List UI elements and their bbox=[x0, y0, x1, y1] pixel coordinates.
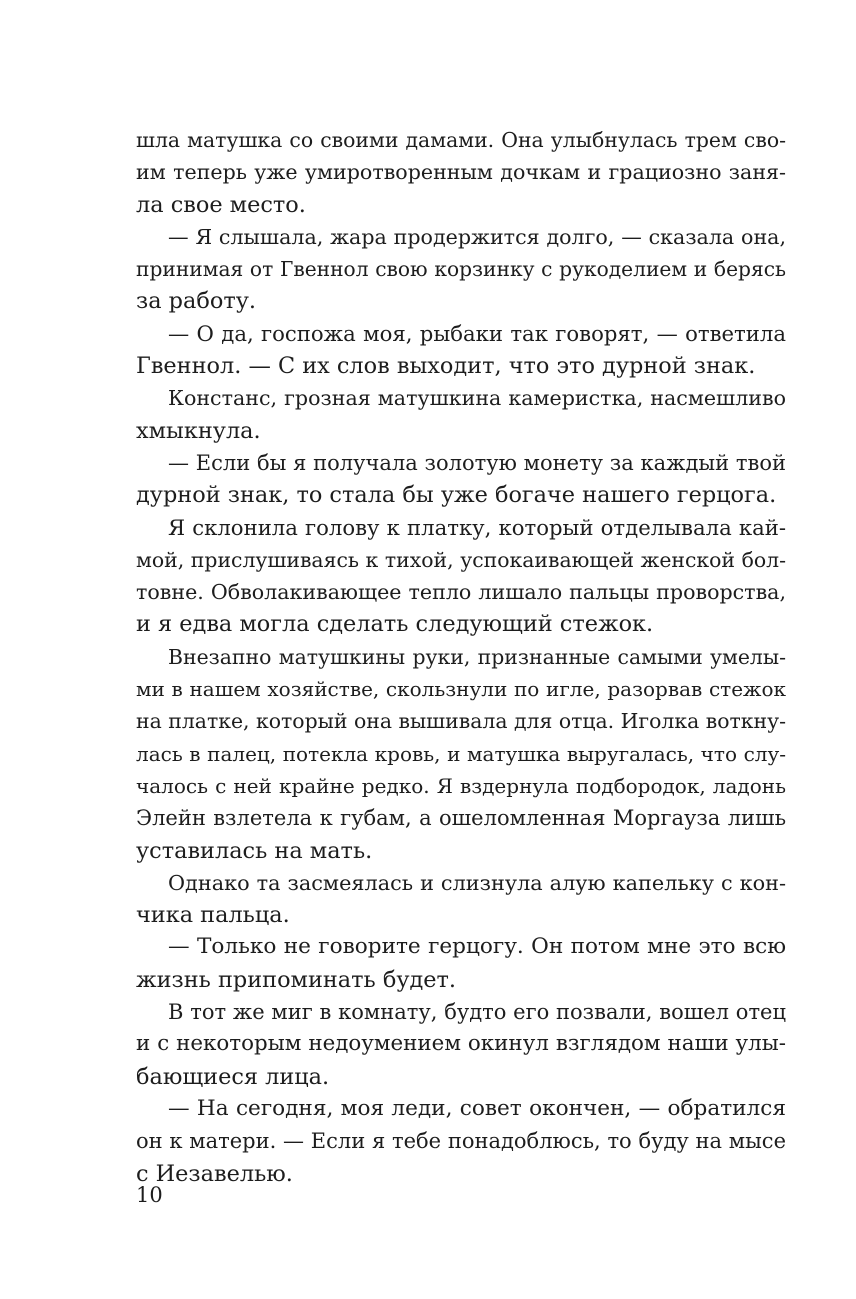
text-line: хмыкнула. bbox=[136, 417, 261, 444]
body-text bbox=[136, 124, 786, 1190]
text-line: В тот же миг в комнату, будто его позвали, вошел отец bbox=[168, 1000, 786, 1025]
text-line: Я склонила голову к платку, который отделывала кай- bbox=[168, 514, 786, 540]
text-line: за работу. bbox=[136, 288, 256, 315]
text-line: чалось с ней крайне редко. Я вздернула подбородок, ладонь bbox=[136, 773, 786, 798]
text-line: лась в палец, потекла кровь, и матушка выругалась, что слу- bbox=[136, 741, 786, 766]
text-line: Констанс, грозная матушкина камеристка, насмешливо bbox=[168, 386, 786, 411]
text-line: принимая от Гвеннол свою корзинку с рукоделием и берясь bbox=[136, 257, 786, 282]
text-line: жизнь припоминать будет. bbox=[136, 966, 457, 993]
text-line: ла свое место. bbox=[136, 191, 306, 218]
page-number: 10 bbox=[136, 1183, 163, 1207]
text-line: бающиеся лица. bbox=[136, 1063, 330, 1090]
text-line: Гвеннол. — С их слов выходит, что это дурной знак. bbox=[136, 353, 756, 380]
text-line: Внезапно матушкины руки, признанные самыми умелы- bbox=[168, 644, 786, 669]
text-line: дурной знак, то стала бы уже богаче нашего герцога. bbox=[136, 482, 777, 509]
text-line: уставилась на мать. bbox=[136, 837, 373, 864]
text-line: — На сегодня, моя леди, совет окончен, — обратился bbox=[168, 1095, 786, 1121]
text-line: товне. Обволакивающее тепло лишало пальцы проворства, bbox=[136, 580, 786, 605]
text-line: — Если бы я получала золотую монету за каждый твой bbox=[168, 450, 786, 475]
text-line: Элейн взлетела к губам, а ошеломленная Моргауза лишь bbox=[136, 806, 786, 831]
text-line: мой, прислушиваясь к тихой, успокаивающей женской бол- bbox=[136, 547, 786, 572]
text-line: на платке, который она вышивала для отца. Иголка воткну- bbox=[136, 709, 786, 734]
text-line: и с некоторым недоумением окинул взглядом наши улы- bbox=[136, 1031, 786, 1057]
text-line: и я едва могла сделать следующий стежок. bbox=[136, 611, 654, 638]
text-line: шла матушка со своими дамами. Она улыбнулась трем сво- bbox=[136, 128, 786, 152]
text-line: — Только не говорите герцогу. Он потом мне это всю bbox=[168, 934, 786, 960]
text-line: им теперь уже умиротворенным дочкам и грациозно заня- bbox=[136, 160, 786, 185]
text-line: он к матери. — Если я тебе понадоблюсь, то буду на мысе bbox=[136, 1129, 786, 1154]
text-line: с Иезавелью. bbox=[136, 1160, 293, 1187]
text-line: ми в нашем хозяйстве, скользнули по игле, разорвав стежок bbox=[136, 677, 786, 702]
text-line: чика пальца. bbox=[136, 902, 290, 929]
text-line: — Я слышала, жара продержится долго, — сказала она, bbox=[168, 224, 786, 249]
text-line: — О да, госпожа моя, рыбаки так говорят, — ответила bbox=[168, 320, 786, 346]
text-line: Однако та засмеялась и слизнула алую капельку с кон- bbox=[168, 870, 786, 895]
